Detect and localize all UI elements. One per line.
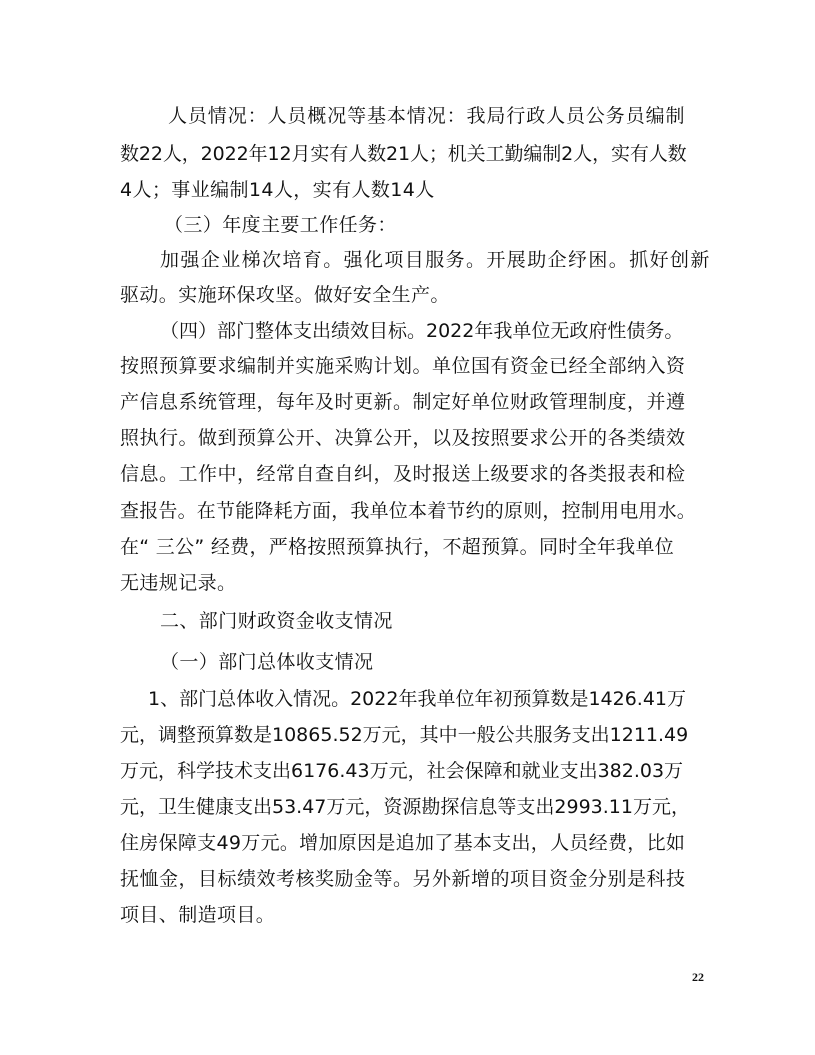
- text-line: 1、部门总体收入情况。2022年我单位年初预算数是1426.41万: [148, 688, 687, 710]
- section-heading: 二、部门财政资金收支情况: [160, 610, 393, 632]
- text-line: 信息。工作中，经常自查自纠，及时报送上级要求的各类报表和检: [120, 463, 686, 485]
- text-line: 住房保障支49万元。增加原因是追加了基本支出，人员经费，比如: [120, 832, 686, 854]
- text-line: 产信息系统管理，每年及时更新。制定好单位财政管理制度，并遵: [120, 391, 686, 413]
- text-line: 驱动。实施环保攻坚。做好安全生产。: [120, 284, 450, 306]
- text-line: 无违规记录。: [120, 572, 237, 594]
- text-line: 人员情况：人员概况等基本情况：我局行政人员公务员编制: [168, 105, 686, 127]
- text-line: 在“ 三公” 经费，严格按照预算执行，不超预算。同时全年我单位: [120, 536, 675, 558]
- section-heading: （四）部门整体支出绩效目标。2022年我单位无政府性债务。: [160, 320, 684, 342]
- text-line: 万元，科学技术支出6176.43万元，社会保障和就业支出382.03万: [120, 760, 684, 782]
- text-line: 数22人，2022年12月实有人数21人；机关工勤编制2人，实有人数: [120, 143, 687, 165]
- section-heading: （三）年度主要工作任务：: [164, 214, 397, 236]
- text-line: 加强企业梯次培育。强化项目服务。开展助企纾困。抓好创新: [160, 249, 711, 271]
- text-line: 元，卫生健康支出53.47万元，资源勘探信息等支出2993.11万元，: [120, 796, 690, 818]
- text-line: 4人；事业编制14人，实有人数14人: [120, 179, 435, 201]
- text-line: 抚恤金，目标绩效考核奖励金等。另外新增的项目资金分别是科技: [120, 868, 686, 890]
- subsection-heading: （一）部门总体收支情况: [160, 651, 374, 673]
- text-line: 按照预算要求编制并实施采购计划。单位国有资金已经全部纳入资: [120, 355, 686, 377]
- text-line: 项目、制造项目。: [120, 904, 276, 926]
- text-line: 查报告。在节能降耗方面，我单位本着节约的原则，控制用电用水。: [120, 500, 697, 522]
- text-line: 照执行。做到预算公开、决算公开，以及按照要求公开的各类绩效: [120, 427, 686, 449]
- text-line: 元，调整预算数是10865.52万元，其中一般公共服务支出1211.49: [120, 724, 689, 746]
- page-number: 22: [692, 970, 704, 984]
